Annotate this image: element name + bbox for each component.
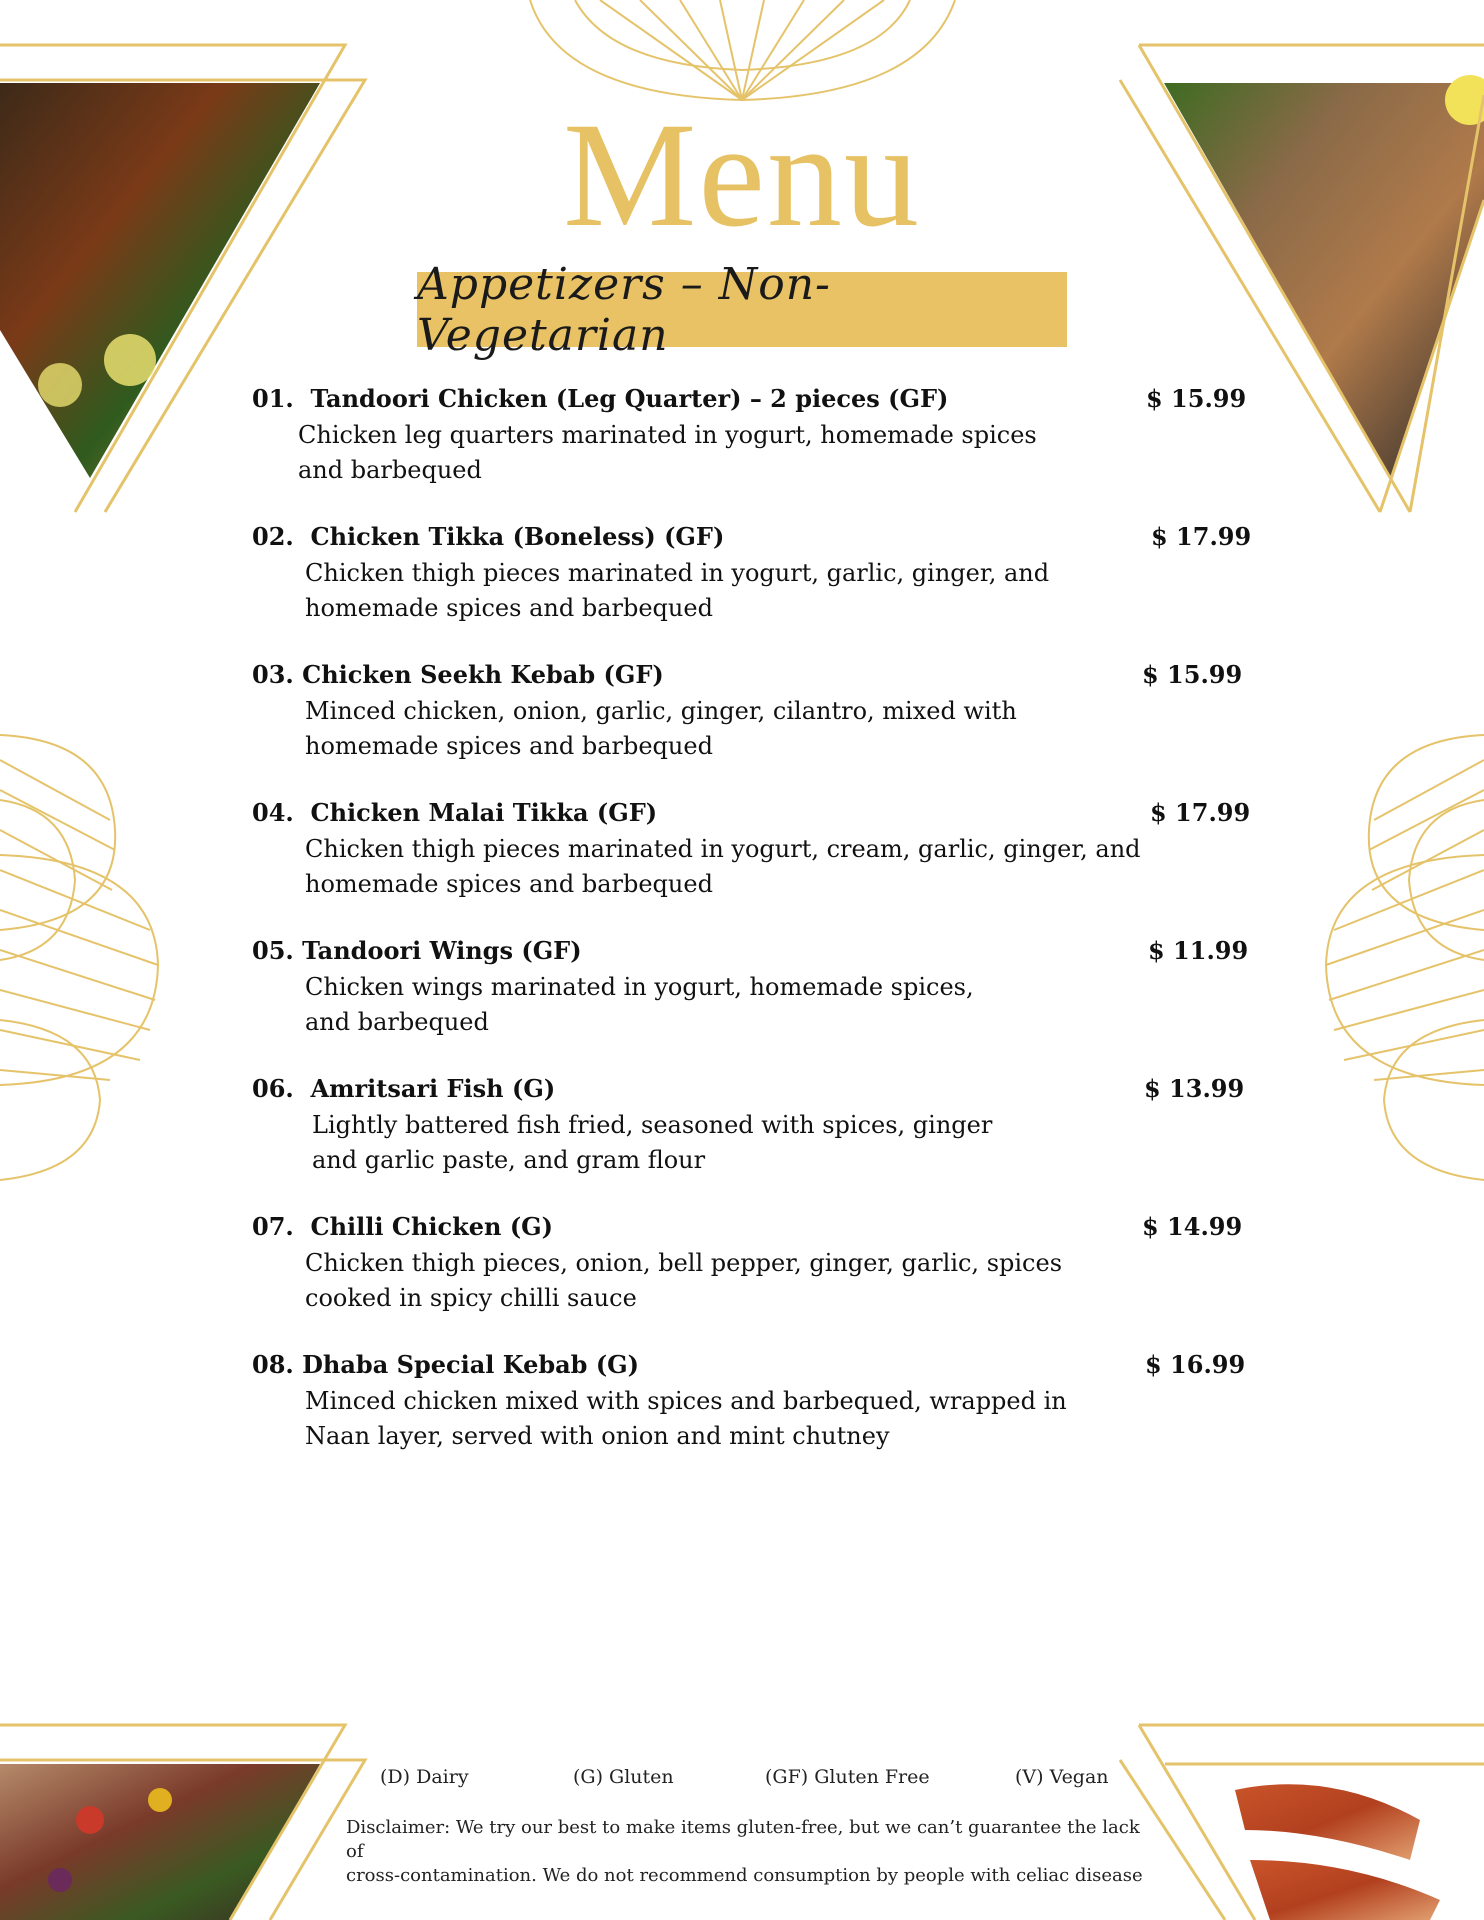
grilled-skewers-photo bbox=[0, 1764, 320, 1920]
item-name: 08. Dhaba Special Kebab (G) bbox=[252, 1350, 640, 1379]
item-description: Minced chicken, onion, garlic, ginger, cilantro, mixed with homemade spices and barbequed bbox=[305, 697, 1017, 760]
item-description: Lightly battered fish fried, seasoned with spices, ginger and garlic paste, and gram flour bbox=[312, 1111, 993, 1174]
item-description: Chicken leg quarters marinated in yogurt, homemade spices and barbequed bbox=[298, 421, 1037, 484]
menu-item bbox=[252, 796, 1251, 902]
section-banner bbox=[417, 258, 1067, 361]
item-price: $ 14.99 bbox=[1142, 1212, 1243, 1241]
item-description: Chicken thigh pieces, onion, bell pepper, ginger, garlic, spices cooked in spicy chilli sauce bbox=[305, 1249, 1063, 1312]
item-price: $ 17.99 bbox=[1151, 522, 1252, 551]
item-price: $ 11.99 bbox=[1148, 936, 1249, 965]
item-name: 03. Chicken Seekh Kebab (GF) bbox=[252, 660, 664, 689]
item-price: $ 15.99 bbox=[1142, 660, 1243, 689]
item-name: 06. Amritsari Fish (G) bbox=[252, 1074, 556, 1103]
item-name: 07. Chilli Chicken (G) bbox=[252, 1212, 554, 1241]
item-name: 05. Tandoori Wings (GF) bbox=[252, 936, 582, 965]
menu-item bbox=[252, 520, 1252, 626]
menu-item bbox=[252, 934, 1249, 1040]
item-name: 02. Chicken Tikka (Boneless) (GF) bbox=[252, 522, 725, 551]
item-price: $ 15.99 bbox=[1146, 384, 1247, 413]
item-name: 04. Chicken Malai Tikka (GF) bbox=[252, 798, 658, 827]
item-price: $ 13.99 bbox=[1144, 1074, 1245, 1103]
item-description: Chicken wings marinated in yogurt, homemade spices, and barbequed bbox=[305, 973, 974, 1036]
disclaimer: Disclaimer: We try our best to make items gluten-free, but we can’t guarantee the lack of cross-contamination. We do not recommend consumption by people with celiac disease bbox=[346, 1817, 1143, 1886]
legend-gluten-free: (GF) Gluten Free bbox=[765, 1766, 930, 1788]
item-description: Chicken thigh pieces marinated in yogurt, garlic, ginger, and homemade spices and barbequed bbox=[305, 559, 1050, 622]
item-price: $ 17.99 bbox=[1150, 798, 1251, 827]
menu-item bbox=[252, 658, 1243, 764]
legend-dairy: (D) Dairy bbox=[380, 1766, 469, 1788]
legend-vegan: (V) Vegan bbox=[1015, 1766, 1109, 1788]
item-description: Chicken thigh pieces marinated in yogurt, cream, garlic, ginger, and homemade spices and barbequed bbox=[305, 835, 1141, 898]
item-name: 01. Tandoori Chicken (Leg Quarter) – 2 pieces (GF) bbox=[252, 384, 949, 413]
menu-item bbox=[252, 382, 1247, 488]
menu-item bbox=[252, 1072, 1245, 1178]
item-description: Minced chicken mixed with spices and barbequed, wrapped in Naan layer, served with onion and mint chutney bbox=[305, 1387, 1067, 1450]
legend-gluten: (G) Gluten bbox=[573, 1766, 674, 1788]
item-price: $ 16.99 bbox=[1145, 1350, 1246, 1379]
menu-title: Menu bbox=[563, 92, 921, 258]
menu-item bbox=[252, 1210, 1243, 1316]
section-title: Appetizers – Non-Vegetarian bbox=[417, 258, 831, 361]
menu-item bbox=[252, 1348, 1246, 1454]
